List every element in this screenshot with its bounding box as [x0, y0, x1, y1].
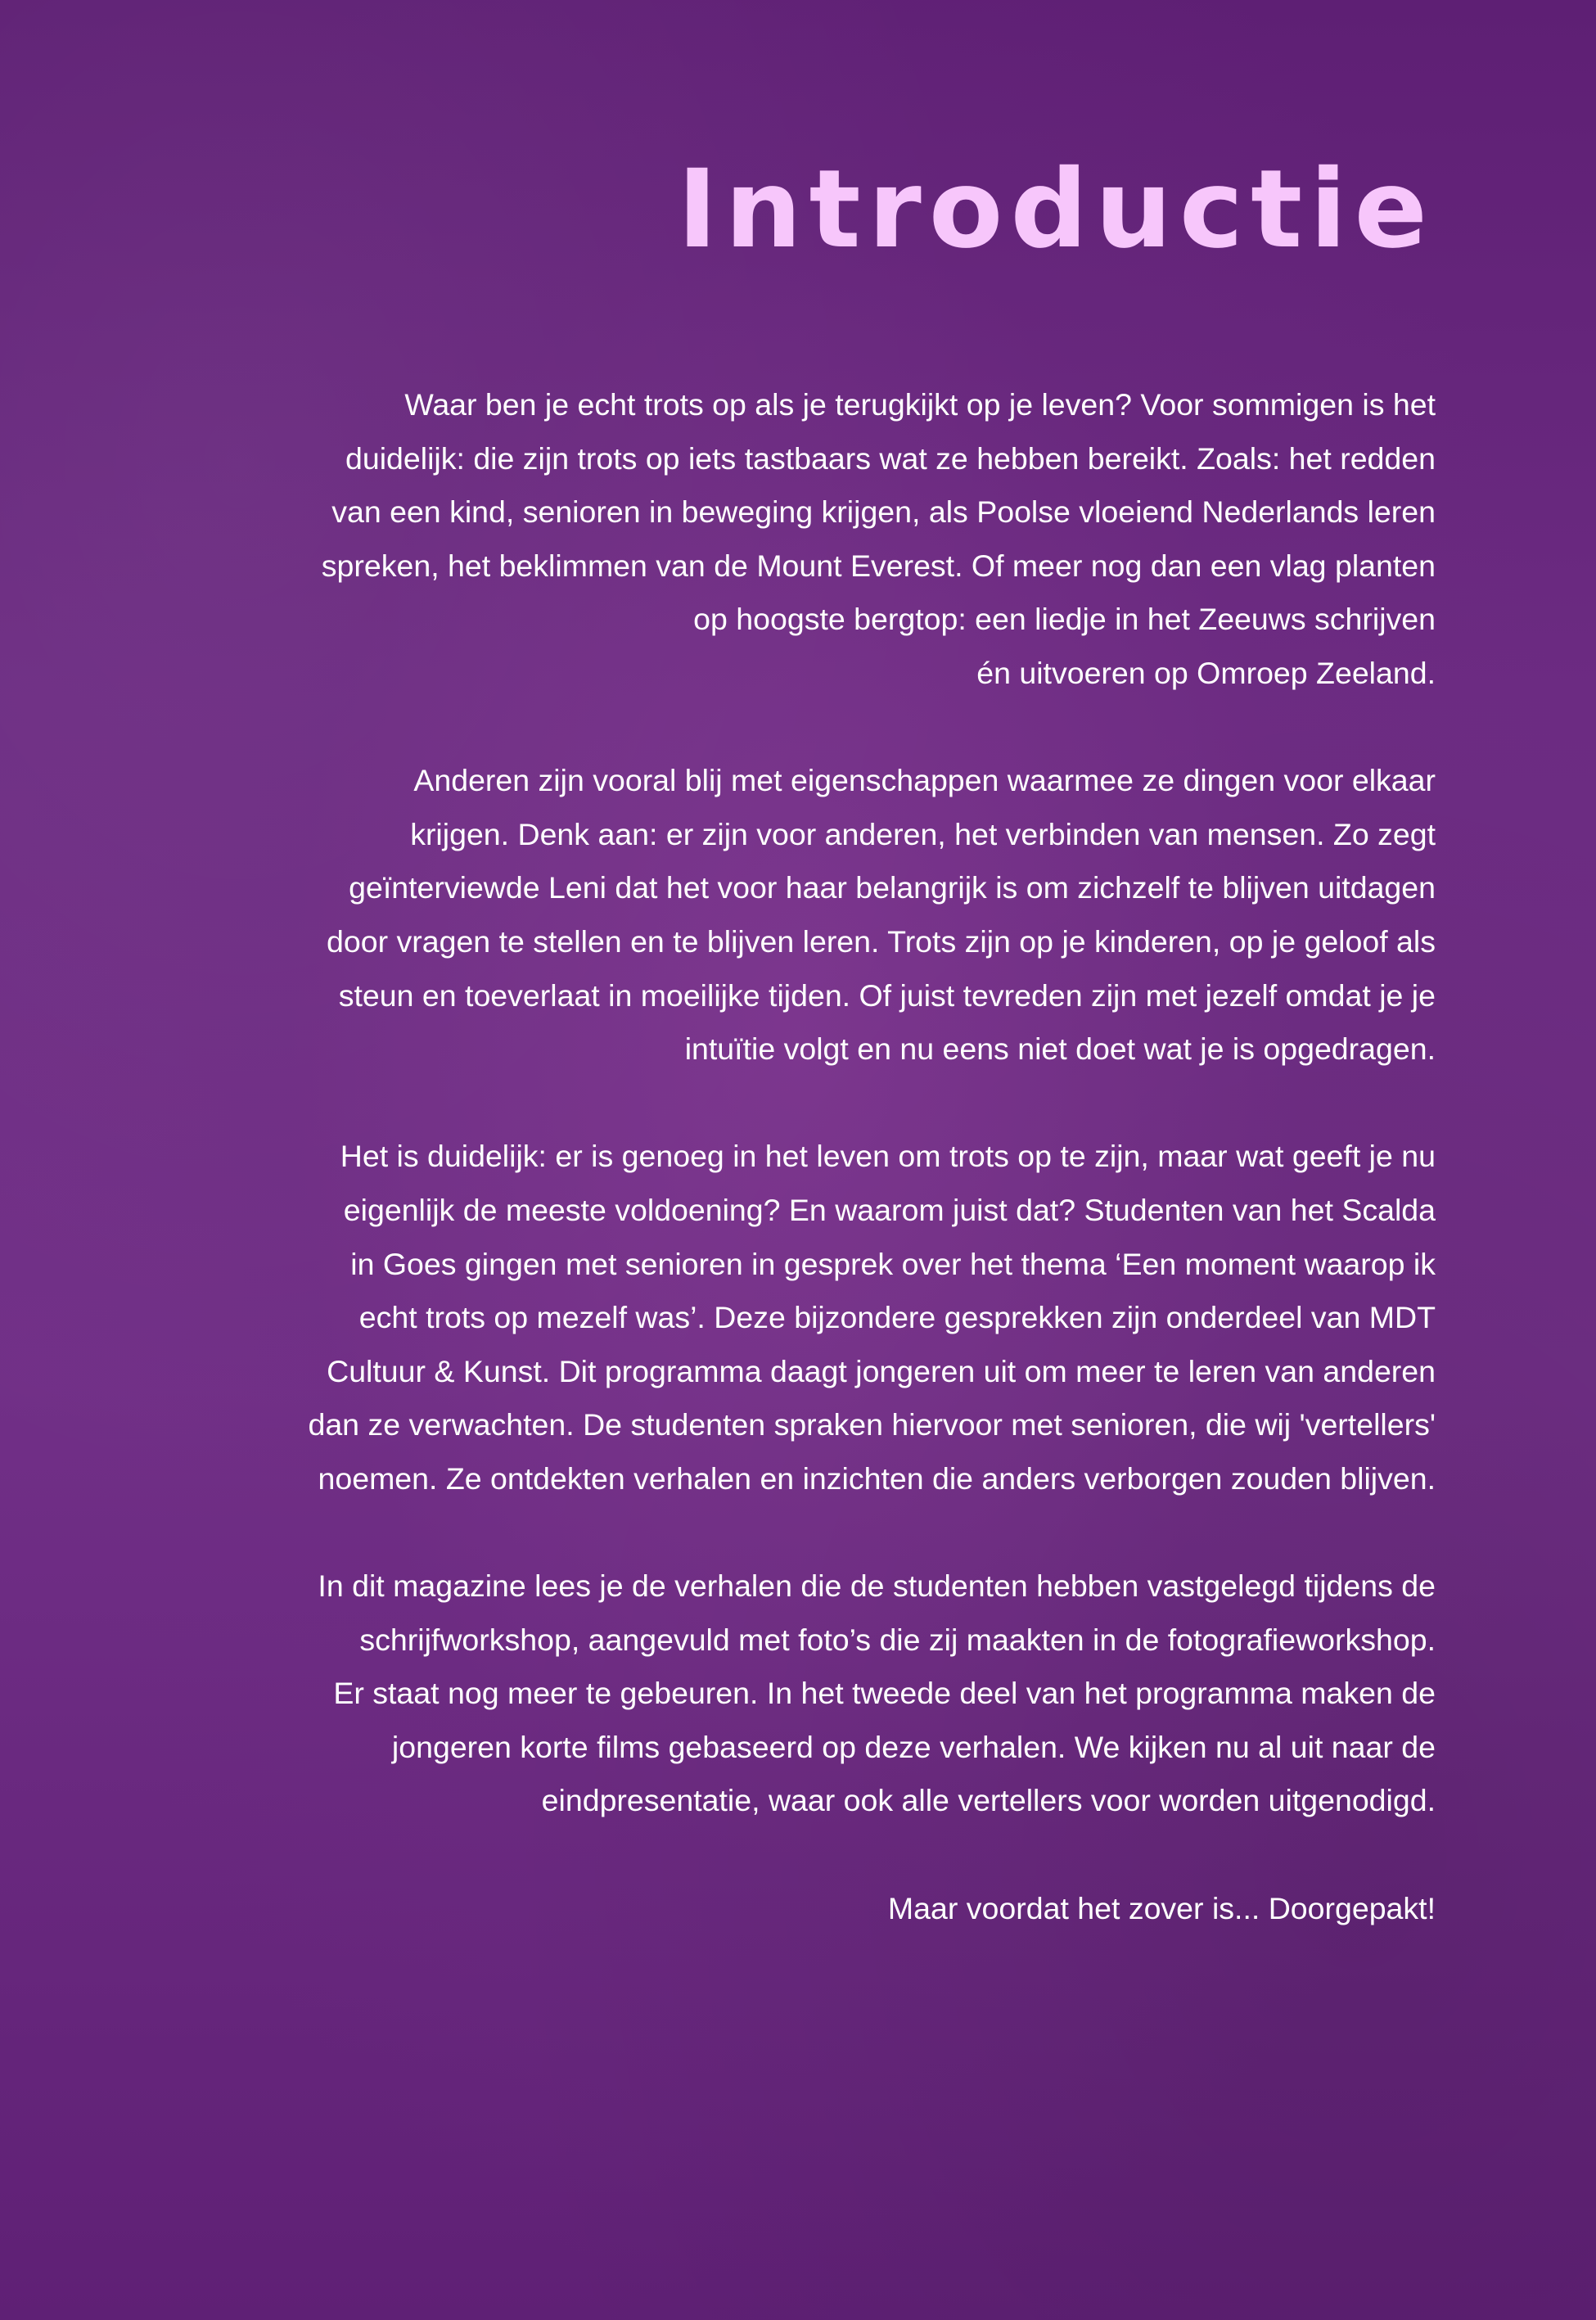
paragraph-4: [147, 1559, 1436, 1828]
text-line: Waar ben je echt trots op als je terugkijkt op je leven? Voor sommigen is het: [404, 387, 1436, 422]
text-line: Het is duidelijk: er is genoeg in het leven om trots op te zijn, maar wat geeft je nu: [340, 1139, 1436, 1174]
text-line: krijgen. Denk aan: er zijn voor anderen, het verbinden van mensen. Zo zegt: [410, 816, 1436, 851]
text-line: intuïtie volgt en nu eens niet doet wat je is opgedragen.: [684, 1031, 1436, 1067]
text-line: duidelijk: die zijn trots op iets tastbaars wat ze hebben bereikt. Zoals: het redden: [345, 440, 1436, 476]
text-line: door vragen te stellen en te blijven leren. Trots zijn op je kinderen, op je geloof als: [327, 923, 1436, 959]
page-title: Introductie: [677, 147, 1435, 273]
text-line: Cultuur & Kunst. Dit programma daagt jongeren uit om meer te leren van anderen: [327, 1353, 1436, 1388]
text-line: Maar voordat het zover is... Doorgepakt!: [887, 1890, 1436, 1925]
text-line: jongeren korte films gebaseerd op deze verhalen. We kijken nu al uit naar de: [391, 1729, 1436, 1764]
paragraph-2: [147, 754, 1436, 1076]
text-line: én uitvoeren op Omroep Zeeland.: [976, 655, 1436, 690]
text-line: in Goes gingen met senioren in gesprek over het thema ‘Een moment waarop ik: [350, 1246, 1436, 1281]
text-line: noemen. Ze ontdekten verhalen en inzichten die anders verborgen zouden blijven.: [318, 1460, 1436, 1496]
text-line: geïnterviewde Leni dat het voor haar belangrijk is om zichzelf te blijven uitdagen: [349, 870, 1436, 905]
text-line: echt trots op mezelf was’. Deze bijzondere gesprekken zijn onderdeel van MDT: [358, 1300, 1436, 1335]
text-line: spreken, het beklimmen van de Mount Everest. Of meer nog dan een vlag planten: [321, 548, 1436, 583]
paragraph-1: [147, 378, 1436, 701]
text-line: schrijfworkshop, aangevuld met foto’s die zij maakten in de fotografieworkshop.: [359, 1622, 1436, 1657]
text-line: van een kind, senioren in beweging krijgen, als Poolse vloeiend Nederlands leren: [331, 494, 1436, 530]
text-line: eigenlijk de meeste voldoening? En waarom juist dat? Studenten van het Scalda: [343, 1192, 1436, 1227]
text-line: dan ze verwachten. De studenten spraken hiervoor met senioren, die wij 'vertellers': [308, 1407, 1436, 1442]
text-line: steun en toeverlaat in moeilijke tijden. Of juist tevreden zijn met jezelf omdat je je: [338, 977, 1436, 1013]
text-line: eindpresentatie, waar ook alle vertellers voor worden uitgenodigd.: [541, 1783, 1436, 1818]
text-line: Anderen zijn vooral blij met eigenschappen waarmee ze dingen voor elkaar: [413, 763, 1436, 798]
paragraph-closing: [147, 1882, 1436, 1936]
text-line: Er staat nog meer te gebeuren. In het tweede deel van het programma maken de: [333, 1676, 1436, 1711]
intro-body: [147, 378, 1436, 1989]
text-line: In dit magazine lees je de verhalen die de studenten hebben vastgelegd tijdens de: [318, 1568, 1436, 1604]
text-line: op hoogste bergtop: een liedje in het Zeeuws schrijven: [693, 602, 1436, 637]
paragraph-3: [147, 1130, 1436, 1505]
